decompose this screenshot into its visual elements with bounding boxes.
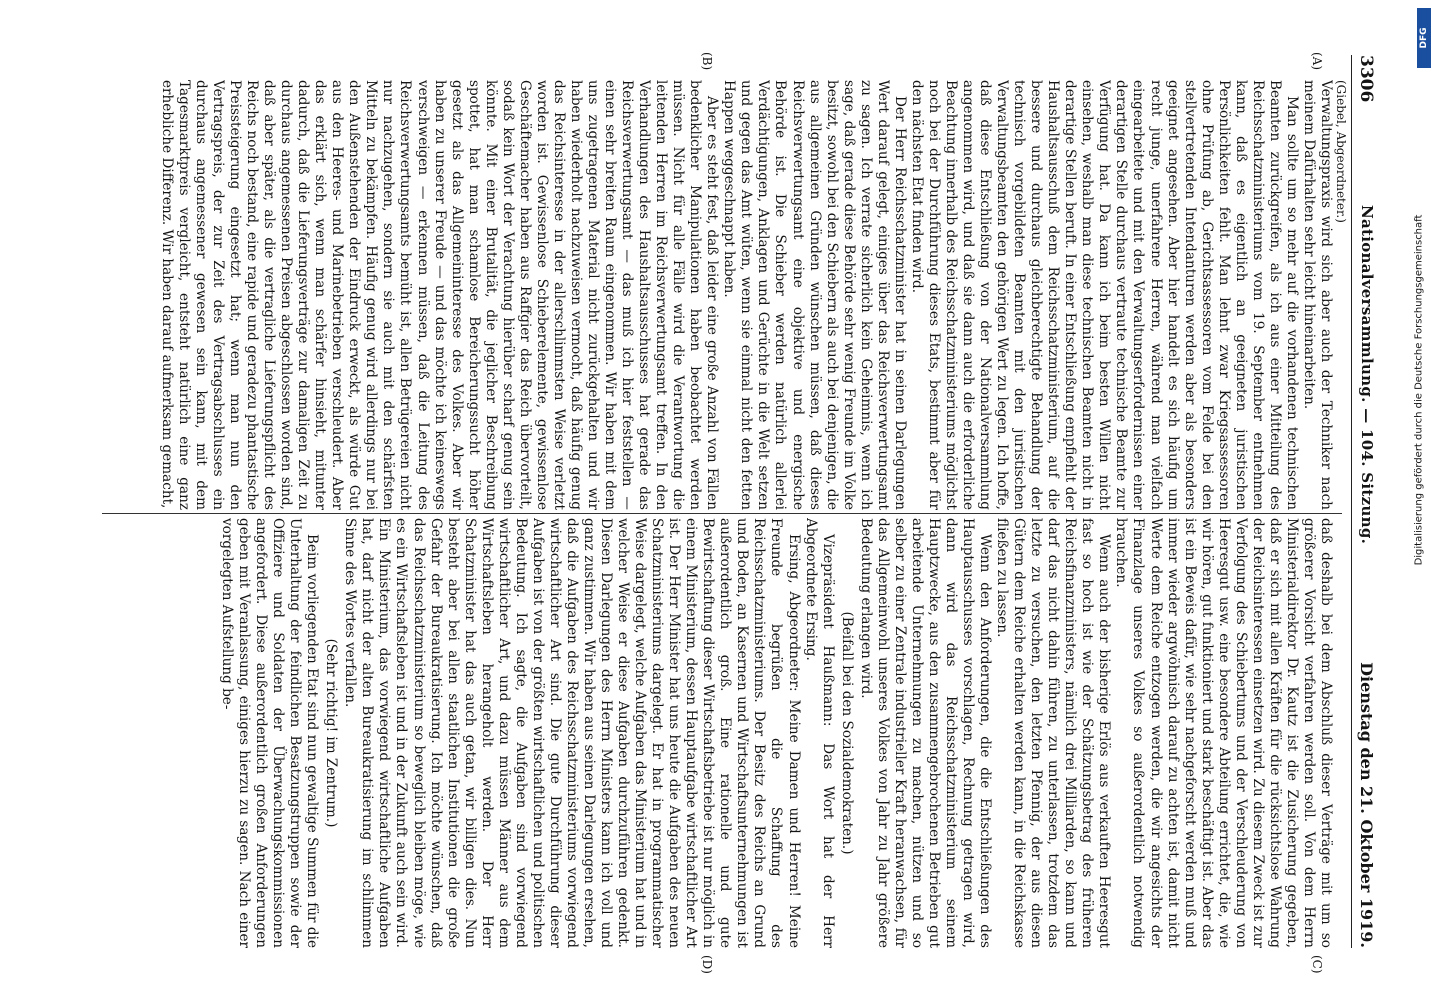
page-header [1350, 55, 1376, 948]
margin-marker-b: (B) [700, 52, 714, 71]
margin-marker-d: (D) [700, 955, 714, 974]
running-title: Nationalversammlung. — 104. Sitzung. [1358, 205, 1376, 545]
page-number: 3306 [1356, 55, 1376, 103]
dfg-logo [1417, 8, 1431, 68]
session-date: Dienstag den 21. Oktober 1919. [1357, 662, 1376, 948]
margin-marker-a: (A) [1310, 52, 1324, 71]
speaker-continuation: (Giebel, Abgeordneter.) [1334, 80, 1348, 223]
header-rule [1351, 55, 1352, 948]
dfg-logo-text: DFG [1419, 27, 1429, 49]
paragraph: Vizepräsident Haußmann: Das Wort hat der Herr Abgeordnete Ersing. [802, 518, 836, 948]
margin-marker-c: (C) [1310, 955, 1324, 974]
paragraph: Wenn auch der bisherige Erlös aus verkauften Heeresgut fast so hoch ist wie der Schätzungsbetrag des früheren Reichsfinanzministers, nämlich drei Milliarden, so kann und darf das nicht dahin führen, zu unterlassen, trotzdem das letzte zu versuchen, den letzten Pfennig, der aus diesen Gütern dem Reiche erhalten werden kann, in die Reichskasse fließen zu lassen. [994, 518, 1113, 948]
paragraph: Beim vorliegenden Etat sind nun gewaltige Summen für die Unterhaltung der feindlichen Besatzungstruppen sowie der Offiziere und Soldaten der Überwachungskommissionen angefordert. Diese außerordentlich großen Anforderungen geben mit Veranlassung, einiges hierzu zu sagen. Nach einer vorgelegten Aufstellung be- [219, 518, 321, 948]
funder-note-text: Digitalisierung gefördert durch die Deutsche Forschungsgemeinschaft [1413, 214, 1425, 566]
paragraph: daß deshalb bei dem Abschluß dieser Verträge mit um so größerer Vorsicht verfahren werden soll. Von dem Herrn Ministerialdirektor Dr. Kautz ist die Zusicherung gegeben, daß er sich mit allen Kräften für die rücksichtslose Wahrung der Reichsinteressen einsetzen wird. Zu diesem Zweck ist zur Verfolgung des Schiebertums und der Verschleuderung von Heeresgut usw. eine besondere Abteilung errichtet, die, wie wir hören, gut funktioniert und stark beschäftigt ist. Aber das ist ein Beweis dafür, wie sehr nachgeforscht werden muß und immer wieder argwöhnisch darauf zu achten ist, damit nicht Werte dem Reiche entzogen werden, die wir angesichts der Finanzlage unseres Volkes so außerordentlich notwendig brauchen. [1113, 518, 1334, 948]
paragraph: Verwaltungspraxis wird sich aber auch der Techniker nach meinem Dafürhalten sehr leicht hineinarbeiten. [1300, 80, 1334, 510]
paragraph: Der Herr Reichsschatzminister hat in seinen Darlegungen Wert darauf gelegt, einiges über das Reichsverwertungsamt zu sagen. Ich verrate sicherlich kein Geheimnis, wenn ich sage, daß gerade diese Behörde sehr wenig Freunde im Volke besitzt, sowohl bei den Schiebern als auch bei denjenigen, die aus allgemeinen Gründen wünschen müssen, daß dieses Reichsverwertungsamt eine objektive und energische Behörde ist. Die Schieber werden natürlich allerlei Verdächtigungen, Anklagen und Gerüchte in die Welt setzen und gegen das Amt wüten, wenn sie einmal nicht den fetten Happen weggeschnappt haben. [721, 80, 908, 510]
paragraph: Wenn den Anforderungen, die die Entschließungen des Hauptausschusses vorschlagen, Rechnung getragen wird, dann wird das Reichsschatzministerium seinem Hauptzwecke, aus den zusammengebrochenen Betrieben gut arbeitende Unternehmungen zu machen, nützen und so selber zu einer Zentrale industrieller Kraft heranwachsen, für das Allgemeinwohl unseres Volkes von Jahr zu Jahr größere Bedeutung erlangen wird. [857, 518, 994, 948]
applause-note: (Beifall bei den Sozialdemokraten.) [838, 611, 855, 855]
right-column [99, 518, 1334, 948]
interjection-note: (Sehr richtig! im Zentrum.) [323, 638, 340, 828]
funder-note [1410, 80, 1428, 700]
left-column [99, 80, 1334, 510]
paragraph: Man sollte um so mehr auf die vorhandenen technischen Beamten zurückgreifen, als ich aus einer Mitteilung des Reichsschatzministeriums vom 19. September entnehmen kann, daß es eigentlich an geeigneten juristischen Persönlichkeiten fehlt. Man lehnt zwar Kriegsassessoren ohne Prüfung ab, Gerichtsassessoren vom Felde bei den stellvertretenden Intendanturen werden aber als besonders geeignet angesehen. Aber hier handelt es sich häufig um recht junge, unerfahrene Herren, während man vielfach eingearbeitete und mit den Verwaltungserfordernissen einer derartigen Stelle durchaus vertraute technische Beamte zur Verfügung hat. Da kann ich beim besten Willen nicht einsehen, weshalb man diese technischen Beamten nicht in derartige Stellen beruft. In einer Entschließung empfiehlt der Haushaltsausschuß dem Reichsschatzministerium, auf die bessere und durchaus gleichberechtigte Behandlung der technisch vorgebildeten Beamten mit den juristischen Verwaltungsbeamten den gehörigen Wert zu legen. Ich hoffe, daß diese Entschließung von der Nationalversammlung angenommen wird, und daß sie dann auch die erforderliche Beachtung innerhalb des Reichsschatzministeriums möglichst noch bei der Durchführung dieses Etats, bestimmt aber für den nächsten Etat finden wird. [908, 80, 1300, 510]
paragraph: Aber es steht fest, daß leider eine große Anzahl von Fällen bedenklicher Manipulationen haben beobachtet werden müssen. Nicht für alle Fälle wird die Verantwortung die leitenden Herren im Reichsverwertungsamt treffen. In den Verhandlungen des Haushaltsausschusses hat gerade das Reichsverwertungsamt — das muß ich hier feststellen — einen sehr breiten Raum eingenommen. Wir haben mit dem uns zugetragenen Material nicht zurückgehalten und wir haben wiederholt nachzuweisen vermocht, daß häufig genug das Reichsinteresse in der allerschlimmsten Weise verletzt worden ist. Gewissenlose Schieberelemente, gewissenlose Geschäftemacher haben aus Raffgier das Reich übervorteilt, sodaß kein Wort der Verachtung hierüber scharf genug sein könnte. Mit einer Brutalität, die jeglicher Beschreibung spottet, hat man schamlose Bereicherungssucht höher gesetzt als das Allgemeininteresse des Volkes. Aber wir haben zu unserer Freude — und das möchte ich keineswegs verschweigen — erkennen müssen, daß die Leitung des Reichsverwertungsamts bemüht ist, allen Betrügereien nicht nur nachzugehen, sondern sie auch mit den schärfsten Mitteln zu bekämpfen. Häufig genug wird allerdings nur bei den Außenstehenden der Eindruck erweckt, als würde Gut aus den Heeres- und Marinebetrieben verschleudert. Aber das erklärt sich, wenn man schärfer hinsieht, mitunter dadurch, daß die Lieferungsverträge zur damaligen Zeit zu durchaus angemessenen Preisen abgeschlossen worden sind, daß aber später, als die vertragliche Lieferungspflicht des Reichs noch bestand, eine rapide und geradezu phantastische Preissteigerung eingesetzt hat; wenn man nun den Vertragspreis, der zur Zeit des Vertragsabschlusses ein durchaus angemessener gewesen sein kann, mit dem Tagesmarktpreis vergleicht, entsteht natürlich eine ganz erhebliche Differenz. Wir haben darauf aufmerksam gemacht, [158, 80, 721, 510]
column-divider [102, 513, 1342, 514]
paragraph: Ersing, Abgeordneter: Meine Damen und Herren! Meine Freunde begrüßen die Schaffung des Reichsschatzministeriums. Der Besitz des Reichs an Grund und Boden, an Kasernen und Wirtschaftsunternehmungen ist außerordentlich groß. Eine rationelle und gute Bewirtschaftung dieser Wirtschaftsbetriebe ist nur möglich in einem Ministerium, dessen Hauptaufgabe wirtschaftlicher Art ist. Der Herr Minister hat uns heute die Aufgaben des neuen Schatzministeriums dargelegt. Er hat in programmatischer Weise dargelegt, welche Aufgaben das Ministerium hat und in welcher Weise er diese Aufgaben durchzuführen gedenkt. Diesen Darlegungen des Herrn Ministers kann ich voll und ganz zustimmen. Wir haben aus seinen Darlegungen ersehen, daß die Aufgaben des Reichsschatzministeriums vorwiegend wirtschaftlicher Art sind. Die gute Durchführung dieser Aufgaben ist von der größten wirtschaftlichen und politischen Bedeutung. Ich sagte, die Aufgaben sind vorwiegend wirtschaftlicher Art, und dazu müssen Männer aus dem Wirtschaftsleben herangeholt werden. Der Herr Schatzminister hat das auch getan, wir billigen dies. Nun besteht aber bei allen staatlichen Institutionen die große Gefahr der Bureaukratisierung. Ich möchte wünschen, daß das Reichsschatzministerium so beweglich bleiben möge, wie es ein Wirtschaftsleben ist und in der Zukunft auch sein wird. Ein Ministerium, das vorwiegend wirtschaftliche Aufgaben hat, darf nicht der alten Bureaukratisierung im schlimmen Sinne des Wortes verfallen. [342, 518, 802, 948]
